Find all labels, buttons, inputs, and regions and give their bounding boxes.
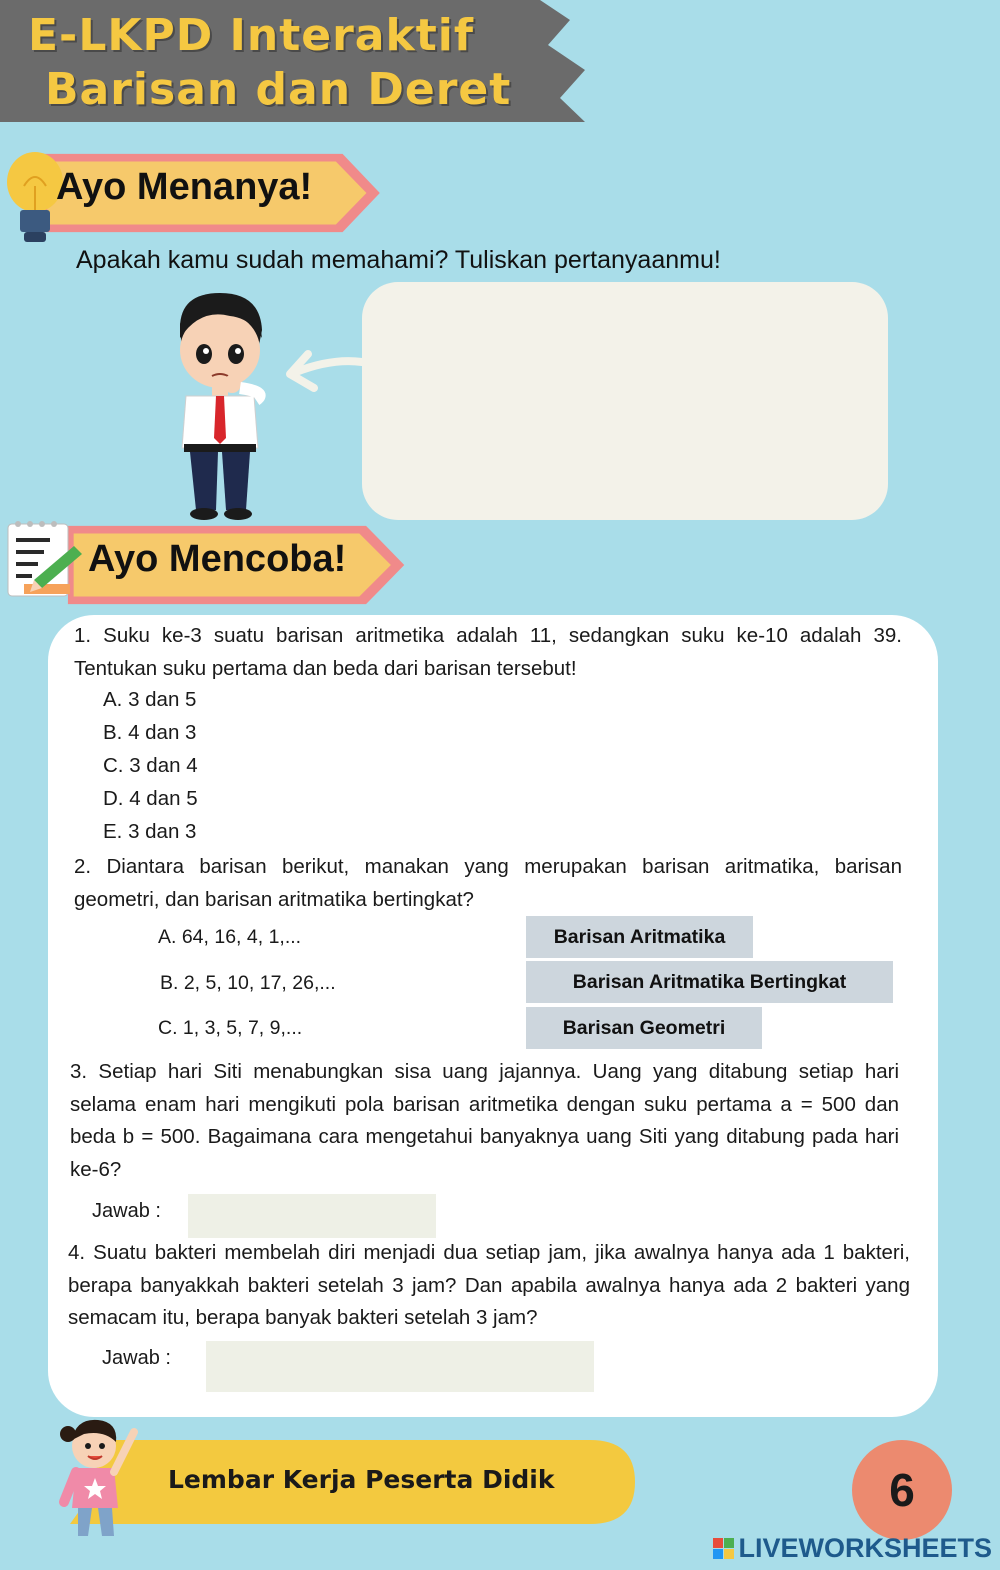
choice-barisan-aritmatika-bertingkat[interactable]: Barisan Aritmatika Bertingkat: [526, 961, 893, 1003]
page-number: 6: [852, 1440, 952, 1540]
brand-name: LIVEWORKSHEETS: [738, 1532, 992, 1563]
q1-option-d[interactable]: D. 4 dan 5: [103, 787, 198, 810]
liveworksheets-logo-icon: [713, 1538, 734, 1559]
q3-answer-label: Jawab :: [92, 1200, 161, 1222]
thinking-boy-illustration: [160, 288, 280, 523]
question-4-text: 4. Suatu bakteri membelah diri menjadi dua setiap jam, jika awalnya hanya ada 1 bakteri, berapa banyakkah bakteri setelah 3 jam? Dan apabila awalnya hanya ada 2 bakteri yang semacam itu, berapa banyak bakteri setelah 3 jam?: [68, 1241, 910, 1329]
question-1-text: 1. Suku ke-3 suatu barisan aritmetika adalah 11, sedangkan suku ke-10 adalah 39. Tentukan suku pertama dan beda dari barisan tersebut!: [74, 624, 902, 680]
try-title: Ayo Mencoba!: [88, 538, 347, 580]
q2-sequence-b: B. 2, 5, 10, 17, 26,...: [160, 972, 336, 994]
q1-option-c[interactable]: C. 3 dan 4: [103, 754, 198, 777]
question-3-text: 3. Setiap hari Siti menabungkan sisa uang jajannya. Uang yang ditabung setiap hari selama enam hari mengikuti pola barisan aritmetika dengan suku pertama a = 500 dan beda b = 500. Bagaimana cara mengetahui banyaknya uang Siti yang ditabung pada hari ke-6?: [70, 1060, 899, 1181]
q1-option-a[interactable]: A. 3 dan 5: [103, 688, 197, 711]
q4-answer-input[interactable]: [206, 1341, 594, 1392]
q4-answer-label: Jawab :: [102, 1347, 171, 1369]
notepad-pencil-icon: [4, 518, 84, 600]
choice-barisan-geometri[interactable]: Barisan Geometri: [526, 1007, 762, 1049]
q2-sequence-a: A. 64, 16, 4, 1,...: [158, 926, 302, 948]
liveworksheets-brand[interactable]: [713, 1531, 992, 1565]
footer-label: Lembar Kerja Peserta Didik: [168, 1465, 555, 1494]
q2-sequence-c: C. 1, 3, 5, 7, 9,...: [158, 1017, 303, 1039]
choice-barisan-aritmatika[interactable]: Barisan Aritmatika: [526, 916, 753, 958]
ask-prompt: Apakah kamu sudah memahami? Tuliskan pertanyaanmu!: [76, 246, 721, 274]
arrow-icon: [282, 340, 366, 396]
ask-title: Ayo Menanya!: [56, 166, 313, 208]
question-2-text: 2. Diantara barisan berikut, manakan yang merupakan barisan aritmatika, barisan geometri, dan barisan aritmatika bertingkat?: [74, 855, 902, 911]
q1-option-e[interactable]: E. 3 dan 3: [103, 820, 197, 843]
title-line-1: E-LKPD Interaktif: [28, 10, 475, 61]
q1-option-b[interactable]: B. 4 dan 3: [103, 721, 197, 744]
title-line-2: Barisan dan Deret: [45, 64, 512, 115]
girl-illustration: [54, 1412, 154, 1542]
question-input[interactable]: [362, 282, 888, 520]
q3-answer-input[interactable]: [188, 1194, 436, 1238]
